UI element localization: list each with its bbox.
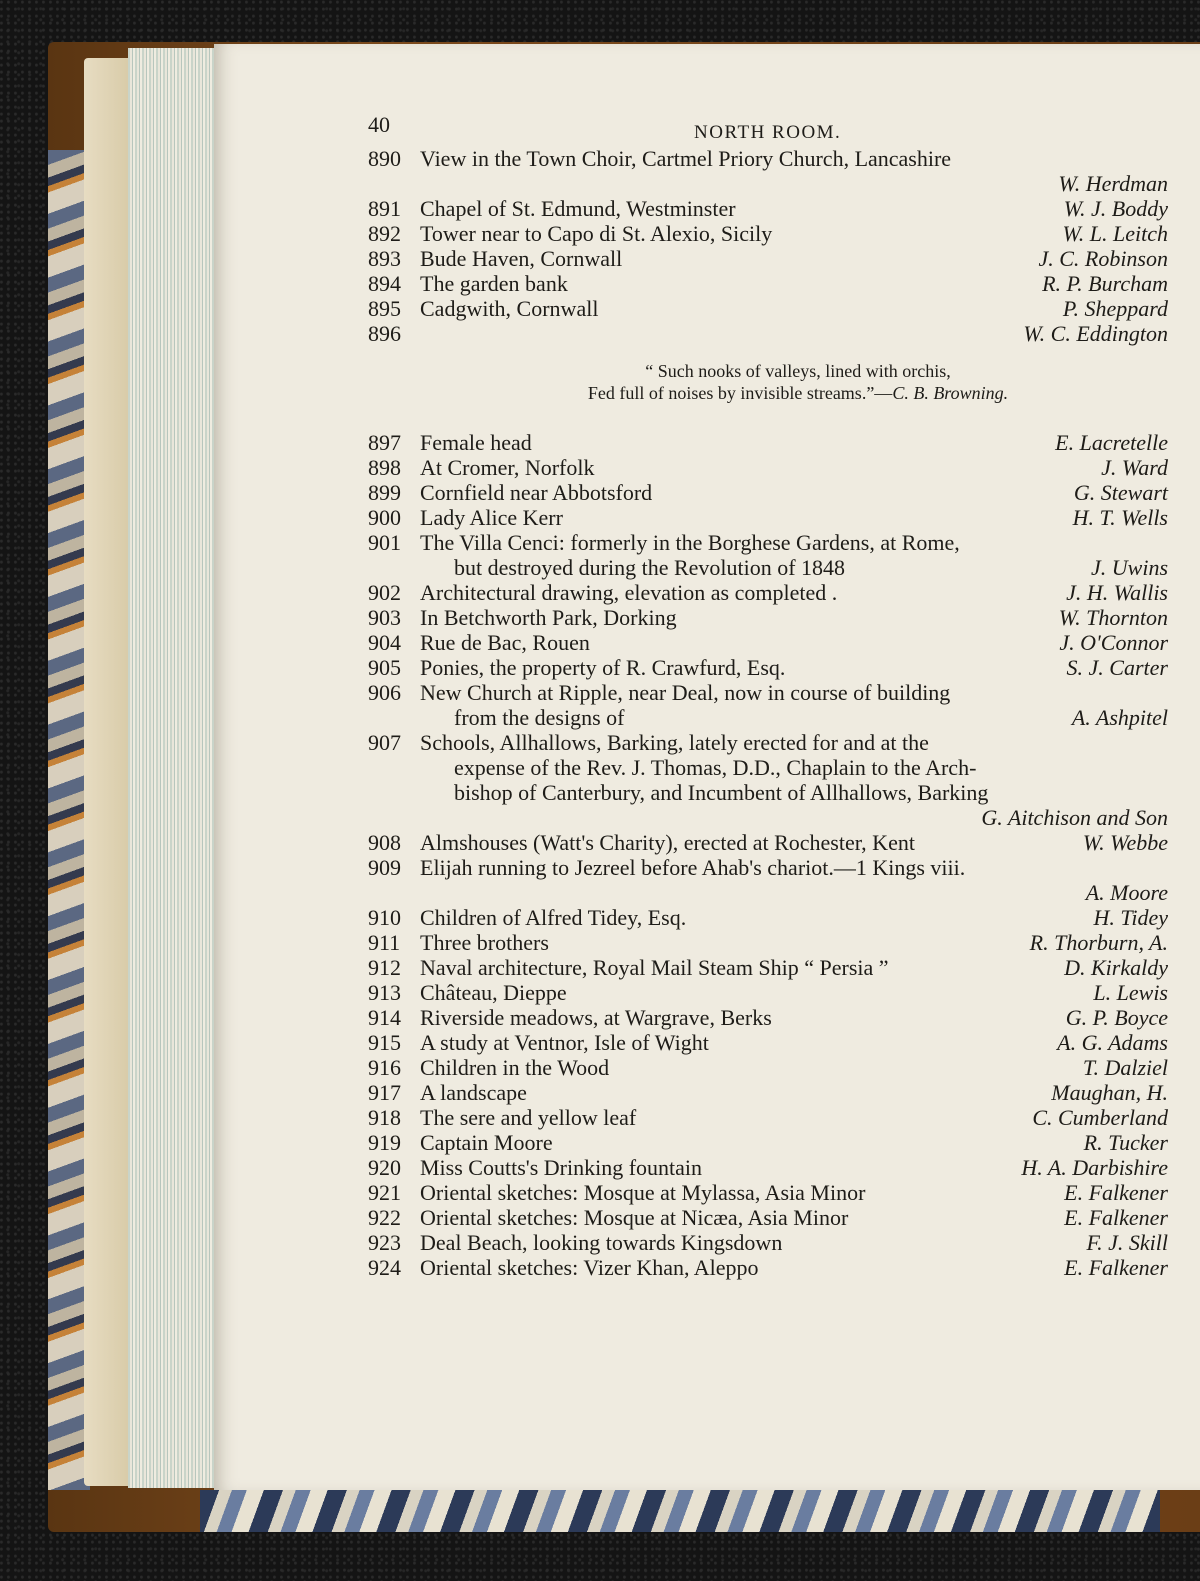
entry-artist: T. Dalziel [1082,1055,1168,1080]
entry-artist: A. Ashpitel [1071,705,1168,730]
catalogue-entry [368,321,1168,346]
entry-title: Children in the Wood [420,1055,610,1080]
entry-title: Chapel of St. Edmund, Westminster [420,196,736,221]
catalogue-entry [368,805,1168,830]
catalogue-entry [368,1055,1168,1080]
catalogue-entry [368,1030,1168,1055]
entry-title: expense of the Rev. J. Thomas, D.D., Chaplain to the Arch- [454,755,977,780]
entry-number: 906 [368,680,401,705]
entry-title: Female head [420,430,532,455]
catalogue-entry [368,221,1168,246]
catalogue-entry [368,555,1168,580]
catalogue-entry [368,505,1168,530]
entry-artist: C. Cumberland [1032,1105,1168,1130]
running-head: NORTH ROOM. [694,122,842,143]
catalogue-entry [368,1105,1168,1130]
entry-title: Tower near to Capo di St. Alexio, Sicily [420,221,773,246]
catalogue-entry [368,855,1168,880]
fore-edge [84,58,130,1486]
entry-title: Almshouses (Watt's Charity), erected at Rochester, Kent [420,830,915,855]
entry-number: 895 [368,296,401,321]
catalogue-entry [368,196,1168,221]
entry-artist: R. Tucker [1083,1130,1168,1155]
entry-title: The sere and yellow leaf [420,1105,637,1130]
catalogue-entry [368,1155,1168,1180]
catalogue-entry [368,880,1168,905]
entry-title: Cadgwith, Cornwall [420,296,599,321]
entry-artist: W. Webbe [1082,830,1168,855]
catalogue-entry [368,580,1168,605]
entry-artist: W. J. Boddy [1063,196,1168,221]
page-header [368,112,1168,146]
entry-title: Lady Alice Kerr [420,505,563,530]
catalogue-entry [368,830,1168,855]
catalogue-entry [368,605,1168,630]
catalogue-entry [368,1205,1168,1230]
entry-artist: H. Tidey [1093,905,1168,930]
entry-title: In Betchworth Park, Dorking [420,605,677,630]
catalogue-entry [368,1080,1168,1105]
entry-number: 910 [368,905,401,930]
entry-title: Bude Haven, Cornwall [420,246,623,271]
catalogue-entry [368,755,1168,780]
catalogue-entry [368,1255,1168,1280]
entry-number: 917 [368,1080,401,1105]
entry-number: 907 [368,730,401,755]
entry-number: 896 [368,321,401,346]
entry-number: 916 [368,1055,401,1080]
catalogue-entry [368,171,1168,196]
entry-title: Children of Alfred Tidey, Esq. [420,905,687,930]
entry-number: 924 [368,1255,401,1280]
entry-number: 922 [368,1205,401,1230]
entry-number: 892 [368,221,401,246]
entry-number: 891 [368,196,401,221]
entry-number: 905 [368,655,401,680]
entry-title: Naval architecture, Royal Mail Steam Ship “ Persia ” [420,955,889,980]
catalogue-entry [368,146,1168,171]
entry-artist: H. T. Wells [1072,505,1168,530]
catalogue-entry [368,780,1168,805]
entry-title: Château, Dieppe [420,980,567,1005]
entry-title: Deal Beach, looking towards Kingsdown [420,1230,783,1255]
entry-number: 915 [368,1030,401,1055]
catalogue-entry [368,1230,1168,1255]
quote-line-2: Fed full of noises by invisible streams.”— [587,383,893,403]
catalogue-entry [368,955,1168,980]
catalogue-entry [368,905,1168,930]
page-stack [128,48,220,1488]
entry-artist: D. Kirkaldy [1064,955,1168,980]
entry-title: Oriental sketches: Mosque at Nicæa, Asia Minor [420,1205,849,1230]
catalogue-entry [368,930,1168,955]
entry-number: 894 [368,271,401,296]
catalogue-entry [368,430,1168,455]
entry-artist: Maughan, H. [1051,1080,1168,1105]
entry-artist: J. H. Wallis [1066,580,1168,605]
catalogue-entry [368,296,1168,321]
entry-title: The Villa Cenci: formerly in the Borghese Gardens, at Rome, [420,530,960,555]
entry-title: Schools, Allhallows, Barking, lately erected for and at the [420,730,929,755]
entry-artist: W. L. Leitch [1062,221,1168,246]
entry-title: A study at Ventnor, Isle of Wight [420,1030,709,1055]
entry-artist: J. Ward [1101,455,1168,480]
entry-artist: E. Lacretelle [1055,430,1168,455]
catalogue-entry [368,480,1168,505]
catalogue-entry [368,655,1168,680]
entry-artist: S. J. Carter [1066,655,1168,680]
entry-artist: L. Lewis [1093,980,1168,1005]
entry-number: 913 [368,980,401,1005]
entry-number: 920 [368,1155,401,1180]
catalogue-entry [368,1005,1168,1030]
entry-number: 914 [368,1005,401,1030]
marbled-edge [200,1490,1160,1532]
entry-title: At Cromer, Norfolk [420,455,595,480]
entry-title: New Church at Ripple, near Deal, now in course of building [420,680,951,705]
entry-number: 909 [368,855,401,880]
entry-title: The garden bank [420,271,568,296]
entry-artist: G. Stewart [1073,480,1168,505]
entry-title: bishop of Canterbury, and Incumbent of Allhallows, Barking [454,780,989,805]
entry-artist: A. Moore [1085,880,1168,905]
catalogue-entry [368,680,1168,705]
entry-title: Architectural drawing, elevation as completed . [420,580,838,605]
catalogue-entry [368,730,1168,755]
entry-number: 904 [368,630,401,655]
entry-title: Miss Coutts's Drinking fountain [420,1155,703,1180]
entry-artist: E. Falkener [1064,1255,1168,1280]
entry-number: 890 [368,146,401,171]
entry-number: 911 [368,930,401,955]
entry-artist: E. Falkener [1064,1205,1168,1230]
entry-number: 912 [368,955,401,980]
catalogue-entry [368,980,1168,1005]
entry-title: Captain Moore [420,1130,553,1155]
entry-artist: E. Falkener [1064,1180,1168,1205]
entry-number: 923 [368,1230,401,1255]
entry-number: 897 [368,430,401,455]
entry-number: 898 [368,455,401,480]
entry-artist: R. Thorburn, A. [1029,930,1168,955]
entry-number: 921 [368,1180,401,1205]
entry-title: but destroyed during the Revolution of 1848 [454,555,846,580]
quote-attribution: C. B. Browning. [892,383,1009,403]
catalogue-entry [368,630,1168,655]
entry-title: Rue de Bac, Rouen [420,630,590,655]
entry-number: 893 [368,246,401,271]
entry-artist: J. O'Connor [1059,630,1168,655]
entry-number: 901 [368,530,401,555]
entry-title: Cornfield near Abbotsford [420,480,653,505]
entry-artist: F. J. Skill [1086,1230,1168,1255]
catalogue-entry [368,1130,1168,1155]
entry-number: 903 [368,605,401,630]
catalogue-entry [368,705,1168,730]
entry-list-top [368,146,1168,346]
entry-number: 919 [368,1130,401,1155]
entry-title: Elijah running to Jezreel before Ahab's chariot.—1 Kings viii. [420,855,966,880]
entry-artist: W. C. Eddington [1023,321,1168,346]
entry-artist: H. A. Darbishire [1021,1155,1168,1180]
entry-artist: A. G. Adams [1057,1030,1168,1055]
entry-title: Oriental sketches: Vizer Khan, Aleppo [420,1255,759,1280]
catalogue-entry [368,530,1168,555]
catalogue-entry [368,1180,1168,1205]
entry-title: Ponies, the property of R. Crawfurd, Esq. [420,655,786,680]
entry-artist: G. P. Boyce [1065,1005,1168,1030]
entry-number: 908 [368,830,401,855]
entry-title: from the designs of [454,705,625,730]
entry-artist: R. P. Burcham [1042,271,1168,296]
entry-number: 918 [368,1105,401,1130]
entry-number: 900 [368,505,401,530]
entry-title: Three brothers [420,930,549,955]
entry-title: A landscape [420,1080,527,1105]
entry-title: Oriental sketches: Mosque at Mylassa, Asia Minor [420,1180,866,1205]
quote-line-1: “ Such nooks of valleys, lined with orchis, [645,361,951,381]
entry-artist: P. Sheppard [1062,296,1168,321]
entry-number: 902 [368,580,401,605]
catalogue-entry [368,455,1168,480]
entry-list-bottom [368,430,1168,1280]
entry-title: Riverside meadows, at Wargrave, Berks [420,1005,772,1030]
entry-artist: J. Uwins [1091,555,1168,580]
entry-artist: W. Thornton [1058,605,1168,630]
catalogue-entry [368,246,1168,271]
catalogue-entry [368,271,1168,296]
entry-number: 899 [368,480,401,505]
page-number: 40 [368,112,390,137]
entry-title: View in the Town Choir, Cartmel Priory Church, Lancashire [420,146,952,171]
entry-artist: G. Aitchison and Son [981,805,1168,830]
entry-artist: W. Herdman [1058,171,1168,196]
catalogue-text [368,112,1168,1280]
entry-artist: J. C. Robinson [1038,246,1168,271]
quotation [368,360,1168,404]
